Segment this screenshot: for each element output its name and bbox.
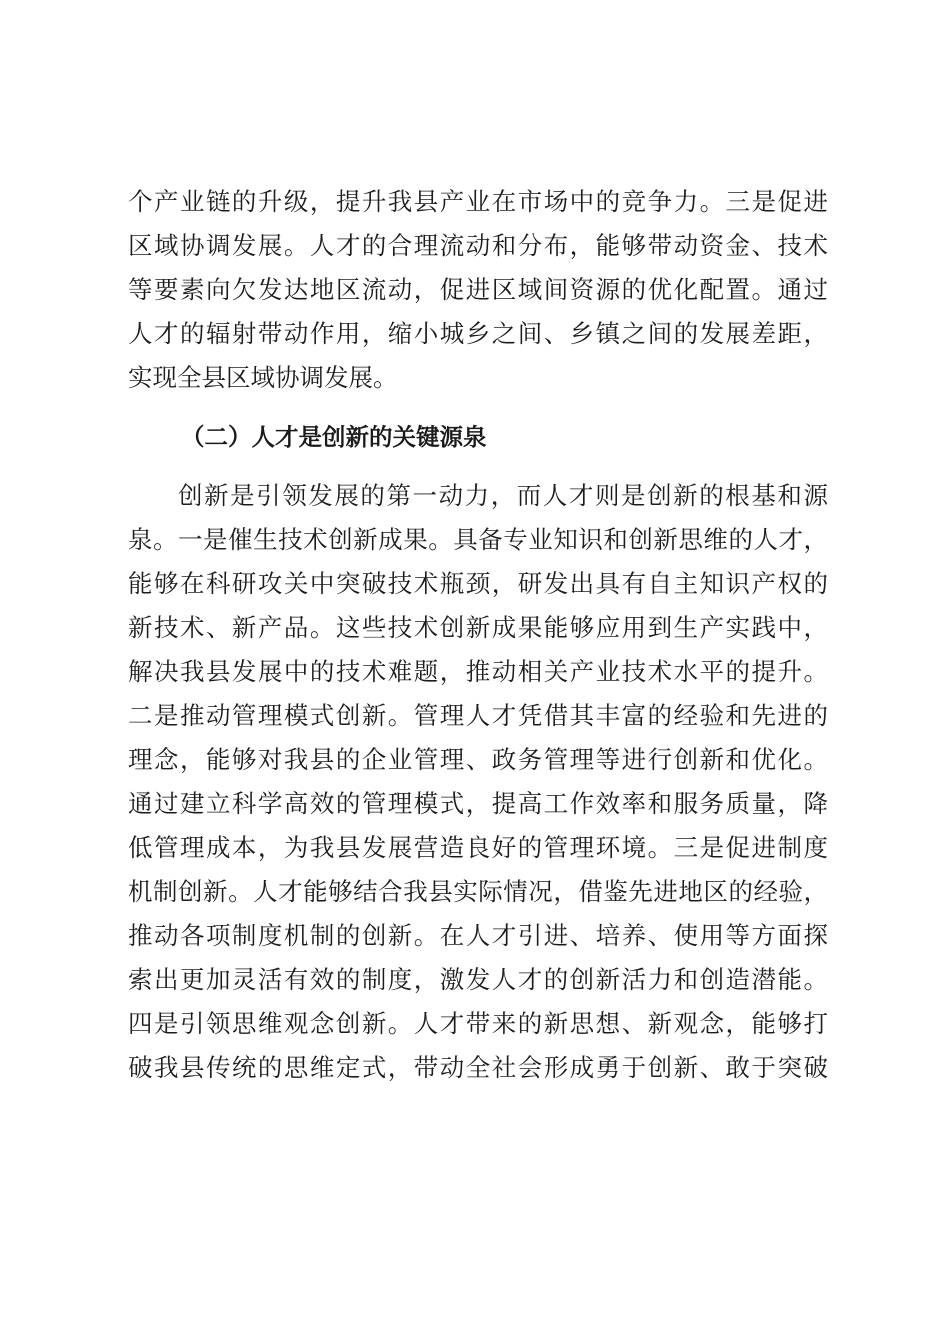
paragraph-line: 理念，能够对我县的企业管理、政务管理等进行创新和优化。 [128, 745, 828, 774]
paragraph-line: 能够在科研攻关中突破技术瓶颈，研发出具有自主知识产权的 [128, 569, 828, 598]
paragraph-line: 泉。一是催生技术创新成果。具备专业知识和创新思维的人才， [128, 525, 828, 554]
paragraph-line: 创新是引领发展的第一动力，而人才则是创新的根基和源 [178, 481, 828, 510]
paragraph-line: 破我县传统的思维定式，带动全社会形成勇于创新、敢于突破 [128, 1053, 828, 1082]
paragraph-line: 新技术、新产品。这些技术创新成果能够应用到生产实践中， [128, 613, 828, 642]
paragraph-line: 机制创新。人才能够结合我县实际情况，借鉴先进地区的经验， [128, 877, 828, 906]
paragraph-line: 索出更加灵活有效的制度，激发人才的创新活力和创造潜能。 [128, 965, 828, 994]
paragraph-line: 四是引领思维观念创新。人才带来的新思想、新观念，能够打 [128, 1009, 828, 1038]
paragraph-line: 推动各项制度机制的创新。在人才引进、培养、使用等方面探 [128, 921, 828, 950]
section-heading: （二）人才是创新的关键源泉 [181, 423, 487, 451]
paragraph-line: 个产业链的升级，提升我县产业在市场中的竞争力。三是促进 [128, 187, 828, 216]
paragraph-line: 区域协调发展。人才的合理流动和分布，能够带动资金、技术 [128, 231, 828, 260]
paragraph-line: 通过建立科学高效的管理模式，提高工作效率和服务质量，降 [128, 789, 828, 818]
paragraph-line: 解决我县发展中的技术难题，推动相关产业技术水平的提升。 [128, 657, 828, 686]
paragraph-line: 低管理成本，为我县发展营造良好的管理环境。三是促进制度 [128, 833, 828, 862]
paragraph-line: 二是推动管理模式创新。管理人才凭借其丰富的经验和先进的 [128, 701, 828, 730]
paragraph-line: 实现全县区域协调发展。 [128, 363, 398, 392]
paragraph-line: 等要素向欠发达地区流动，促进区域间资源的优化配置。通过 [128, 275, 828, 304]
paragraph-line: 人才的辐射带动作用，缩小城乡之间、乡镇之间的发展差距， [128, 319, 828, 348]
